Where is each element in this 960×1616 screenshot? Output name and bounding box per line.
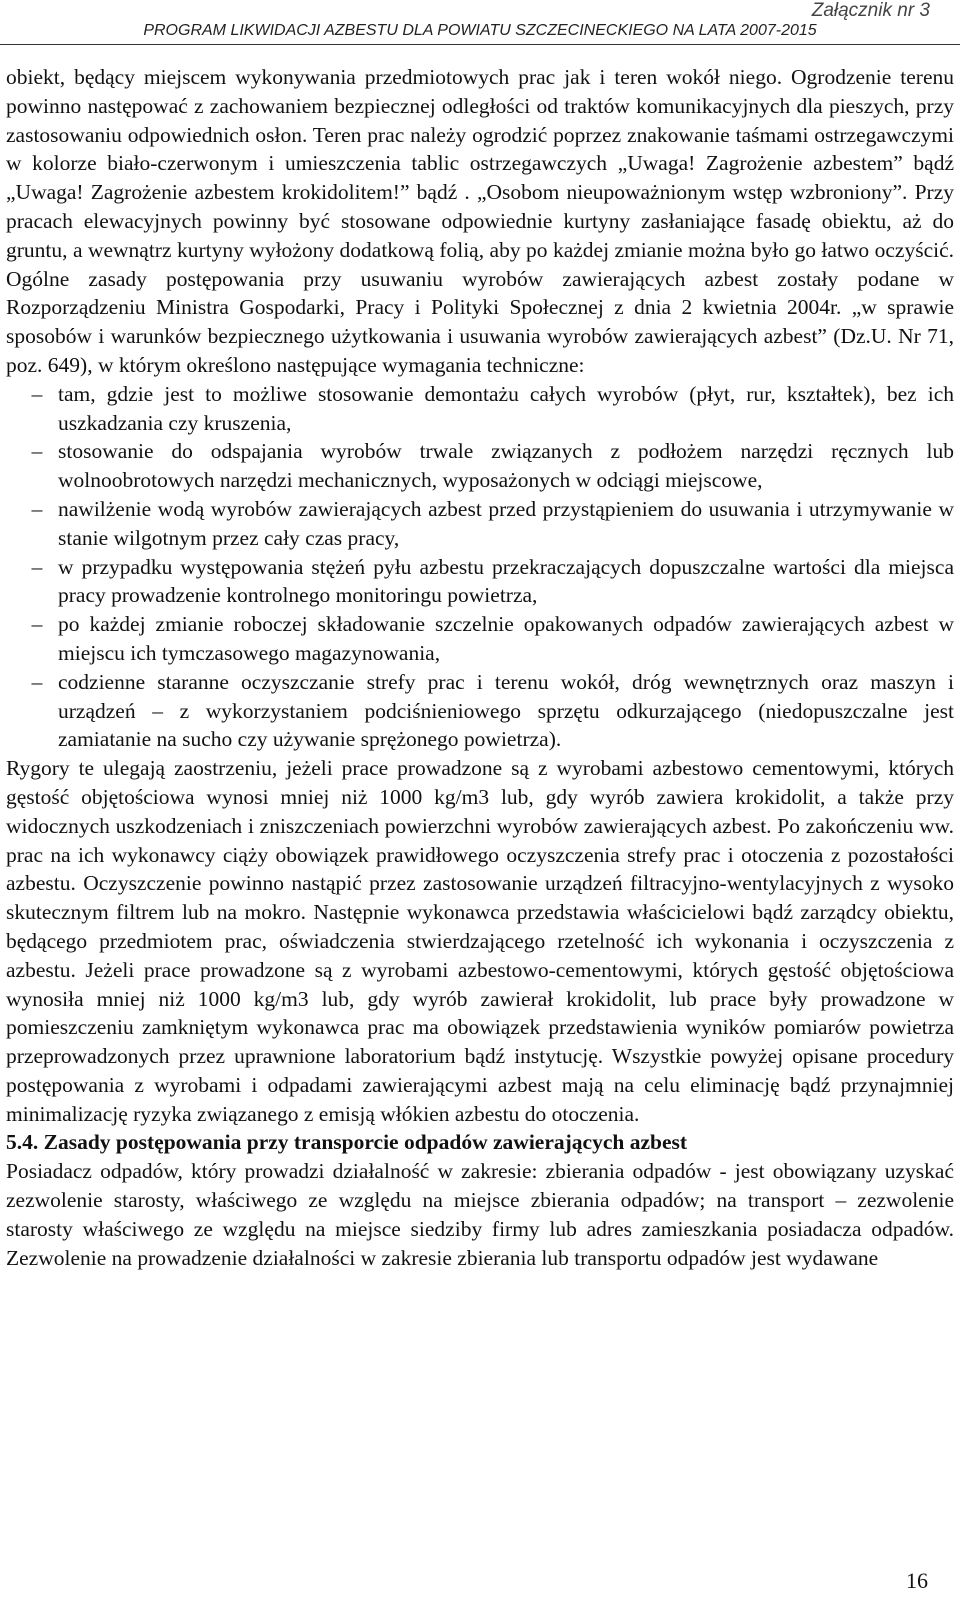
list-item [6,495,954,553]
list-item [6,380,954,438]
list-item-text: po każdej zmianie roboczej składowanie szczelnie opakowanych odpadów zawierających azbest w miejscu ich tymczasowego magazynowania, [58,612,954,665]
list-item-text: tam, gdzie jest to możliwe stosowanie demontażu całych wyrobów (płyt, rur, kształtek), bez ich uszkadzania czy kruszenia, [58,381,954,435]
program-header: PROGRAM LIKWIDACJI AZBESTU DLA POWIATU SZCZECINECKIEGO NA LATA 2007-2015 [143,22,817,39]
dash-bullet-icon: – [31,554,43,579]
annex-label: Załącznik nr 3 [811,0,930,21]
dash-bullet-icon: – [31,381,43,406]
list-item-text: nawilżenie wodą wyrobów zawierających azbest przed przystąpieniem do usuwania i utrzymywanie w stanie wilgotnym przez cały czas pracy, [58,496,954,550]
list-item-text: codzienne staranne oczyszczanie strefy prac i terenu wokół, dróg wewnętrznych oraz maszyn i urządzeń – z wykorzystaniem podciśnieniowego sprzętu odkurzającego (niedopuszczalne jest zamiatanie na sucho czy używanie sprężonego powietrza). [58,669,954,752]
list-item-text: w przypadku występowania stężeń pyłu azbestu przekraczających dopuszczalne wartości dla miejsca pracy prowadzenie kontrolnego monitoringu powietrza, [58,554,954,608]
document-body [6,63,954,1272]
paragraph-transport: Posiadacz odpadów, który prowadzi działalność w zakresie: zbierania odpadów - jest obowiązany uzyskać zezwolenie starosty, właściwego ze względu na miejsce zbierania odpadów; na transport – zezwolenie starosty właściwego ze względu na miejsce siedziby firmy lub adres zamieszkania posiadacza odpadów. Zezwolenie na prowadzenie działalności w zakresie zbierania lub transportu odpadów jest wydawane [6,1159,954,1270]
list-item [6,610,954,668]
paragraph-rigors: Rygory te ulegają zaostrzeniu, jeżeli prace prowadzone są z wyrobami azbestowo cementowymi, których gęstość objętościowa wynosi mniej niż 1000 kg/m3 lub, gdy wyrób zawiera krokidolit, a także przy widocznych uszkodzeniach i zniszczeniach powierzchni wyrobów zawierających azbest. Po zakończeniu ww. prac na ich wykonawcy ciąży obowiązek prawidłowego oczyszczenia strefy prac i otoczenia z pozostałości azbestu. Oczyszczenie powinno nastąpić przez zastosowanie urządzeń filtracyjno-wentylacyjnych z wysoko skutecznym filtrem lub na mokro. Następnie wykonawca przedstawia właścicielowi bądź zarządcy obiektu, będącego przedmiotem prac, oświadczenia stwierdzającego rzetelność ich wykonania i oczyszczenia z azbestu. Jeżeli prace prowadzone są z wyrobami azbestowo-cementowymi, których gęstość objętościowa wynosiła mniej niż 1000 kg/m3 lub, gdy wyrób zawierał krokidolit, lub prace były prowadzone w pomieszczeniu zamkniętym wykonawca prac ma obowiązek przedstawienia wyników pomiarów powietrza przeprowadzonych przez uprawnione laboratorium bądź instytucję. Wszystkie powyżej opisane procedury postępowania z wyrobami i odpadami zawierającymi azbest mają na celu eliminację bądź przynajmniej minimalizację ryzyka związanego z emisją włókien azbestu do otoczenia. [6,756,954,1126]
list-item [6,668,954,754]
section-heading: 5.4. Zasady postępowania przy transporcie odpadów zawierających azbest [6,1130,688,1155]
header-divider [0,44,960,45]
list-item [6,553,954,611]
dash-bullet-icon: – [31,496,43,521]
dash-bullet-icon: – [31,439,43,464]
requirements-list [6,380,954,754]
dash-bullet-icon: – [31,669,43,694]
list-item-text: stosowanie do odspajania wyrobów trwale związanych z podłożem narzędzi ręcznych lub wolnoobrotowych narzędzi mechanicznych, wyposażonych w odciągi miejscowe, [58,439,954,493]
list-item [6,437,954,495]
paragraph-intro: obiekt, będący miejscem wykonywania przedmiotowych prac jak i teren wokół niego. Ogrodzenie terenu powinno następować z zachowaniem bezpiecznej odległości od traktów komunikacyjnych dla pieszych, przy zastosowaniu odpowiednich osłon. Teren prac należy ogrodzić poprzez znakowanie taśmami ostrzegawczymi w kolorze biało-czerwonym i umieszczenia tablic ostrzegawczych „Uwaga! Zagrożenie azbestem” bądź „Uwaga! Zagrożenie azbestem krokidolitem!” bądź . „Osobom nieupoważnionym wstęp wzbroniony”. Przy pracach elewacyjnych powinny być stosowane odpowiednie kurtyny zasłaniające fasadę obiektu, aż do gruntu, a wewnątrz kurtyny wyłożony dodatkową folią, aby po każdej zmianie można było go łatwo oczyścić. Ogólne zasady postępowania przy usuwaniu wyrobów zawierających azbest zostały podane w Rozporządzeniu Ministra Gospodarki, Pracy i Polityki Społecznej z dnia 2 kwietnia 2004r. „w sprawie sposobów i warunków bezpiecznego użytkowania i usuwania wyrobów zawierających azbest” (Dz.U. Nr 71, poz. 649), w którym określono następujące wymagania techniczne: [6,65,954,377]
page-number: 16 [906,1568,928,1593]
dash-bullet-icon: – [31,612,43,637]
